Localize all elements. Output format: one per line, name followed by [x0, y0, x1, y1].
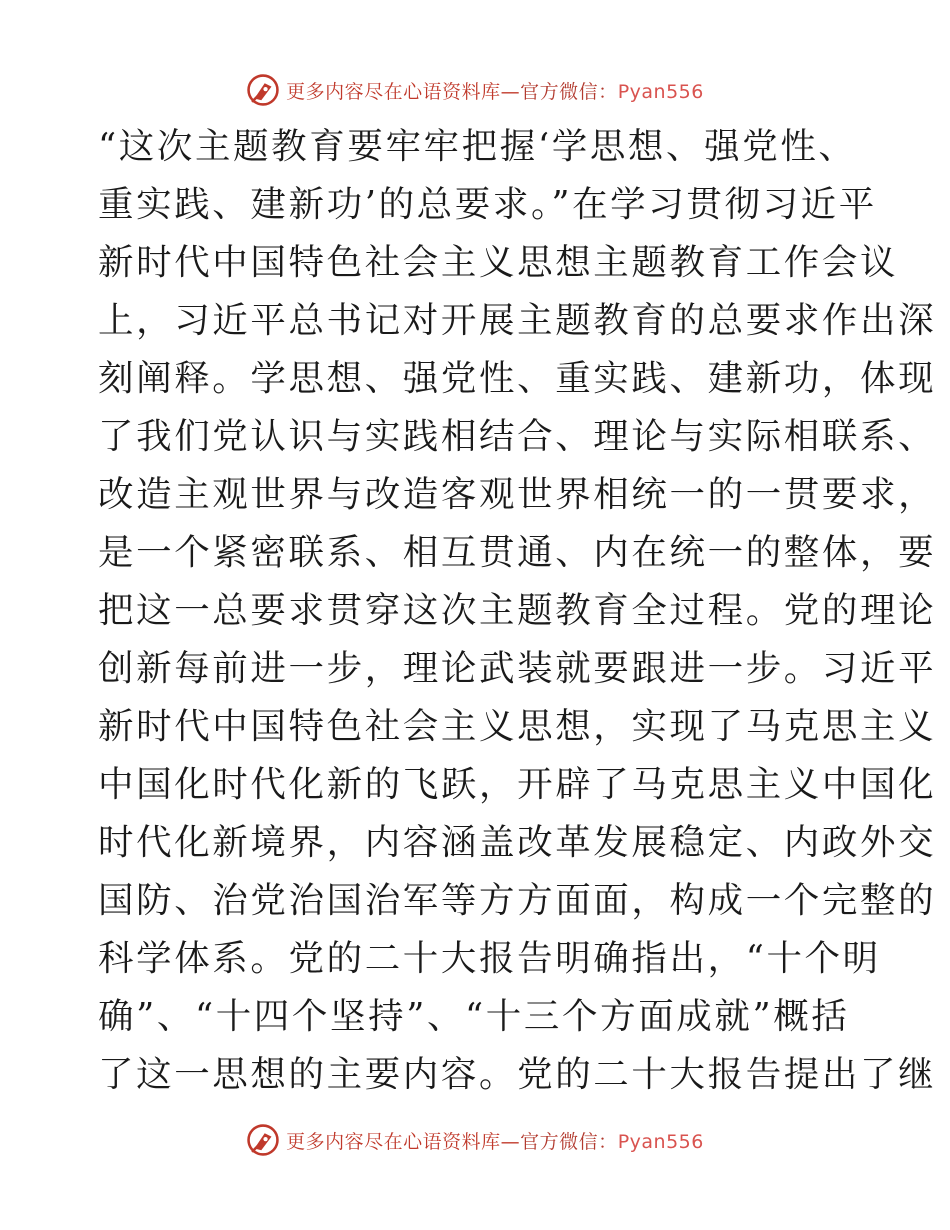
- footer-promo: 更多内容尽在心语资料库: [286, 1130, 501, 1153]
- text-line: 了这一思想的主要内容。党的二十大报告提出了继: [98, 1054, 937, 1095]
- header-dash: —: [500, 80, 521, 103]
- pen-nib-logo-icon: [246, 73, 280, 107]
- text-line: 刻阐释。学思想、强党性、重实践、建新功，体现: [98, 358, 937, 399]
- header-promo-text: [286, 77, 704, 104]
- text-line: 是一个紧密联系、相互贯通、内在统一的整体，要: [98, 532, 937, 573]
- text-line: 时代化新境界，内容涵盖改革发展稳定、内政外交: [98, 822, 937, 863]
- text-line: 重实践、建新功’的总要求。”在学习贯彻习近平: [98, 184, 877, 225]
- text-line: 了我们党认识与实践相结合、理论与实际相联系、: [98, 416, 937, 457]
- footer-wechat-handle: Pyan556: [617, 1130, 704, 1153]
- text-line: 把这一总要求贯穿这次主题教育全过程。党的理论: [98, 590, 937, 631]
- text-line: 科学体系。党的二十大报告明确指出，“十个明: [98, 938, 881, 979]
- text-line: 改造主观世界与改造客观世界相统一的一贯要求，: [98, 474, 937, 515]
- header-banner: [0, 70, 950, 110]
- footer-wechat-label: 官方微信：: [520, 1130, 618, 1153]
- text-line: 新时代中国特色社会主义思想，实现了马克思主义: [98, 706, 937, 747]
- header-wechat-handle: Pyan556: [617, 80, 704, 103]
- text-line: 国防、治党治国治军等方方面面，构成一个完整的: [98, 880, 937, 921]
- header-wechat-label: 官方微信：: [520, 80, 618, 103]
- text-line: 新时代中国特色社会主义思想主题教育工作会议: [98, 242, 899, 283]
- text-line: 创新每前进一步，理论武装就要跟进一步。习近平: [98, 648, 937, 689]
- text-line: 中国化时代化新的飞跃，开辟了马克思主义中国化: [98, 764, 937, 805]
- text-line: 确”、“十四个坚持”、“十三个方面成就”概括: [98, 996, 850, 1037]
- text-line: 上，习近平总书记对开展主题教育的总要求作出深: [98, 300, 937, 341]
- footer-banner: [0, 1120, 950, 1160]
- footer-promo-text: [286, 1127, 704, 1154]
- pen-nib-logo-icon: [246, 1123, 280, 1157]
- header-promo: 更多内容尽在心语资料库: [286, 80, 501, 103]
- footer-dash: —: [500, 1130, 521, 1153]
- text-line: “这次主题教育要牢牢把握‘学思想、强党性、: [98, 126, 857, 167]
